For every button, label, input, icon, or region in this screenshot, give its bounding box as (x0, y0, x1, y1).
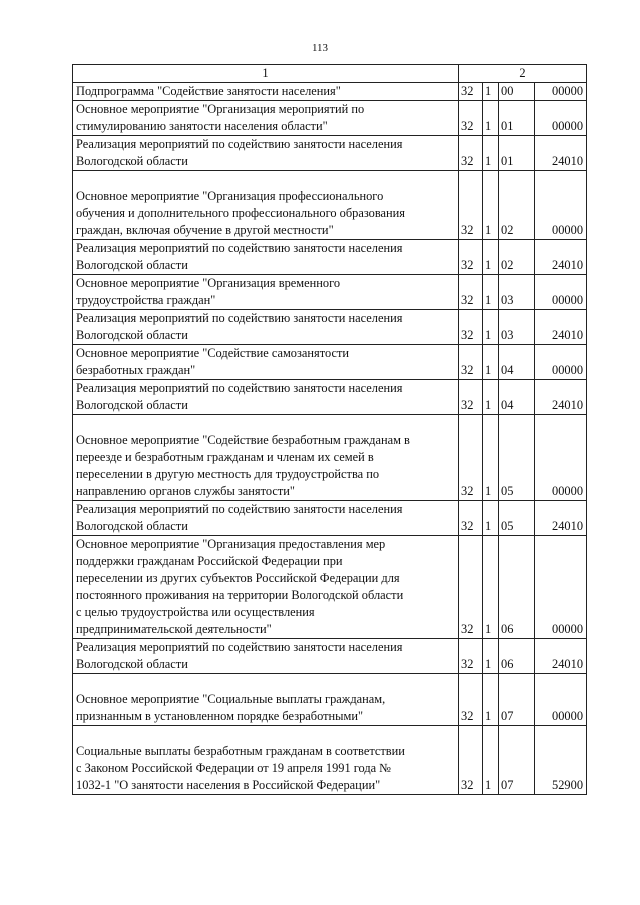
row-description (73, 415, 459, 501)
description-line (76, 674, 454, 691)
code-column-2: 1 (483, 345, 499, 380)
description-line: граждан, включая обучение в другой местности" (76, 223, 334, 237)
code-column-2: 1 (483, 136, 499, 171)
row-description (73, 240, 459, 275)
description-line: Реализация мероприятий по содействию занятости населения (76, 381, 403, 395)
code-column-4: 24010 (535, 310, 587, 345)
code-column-4: 00000 (535, 275, 587, 310)
description-line: с Законом Российской Федерации от 19 апреля 1991 года № (76, 761, 392, 775)
code-column-3: 03 (499, 310, 535, 345)
description-line: Основное мероприятие "Организация предоставления мер (76, 537, 386, 551)
description-line (76, 415, 454, 432)
code-column-4: 00000 (535, 536, 587, 639)
code-column-3: 00 (499, 83, 535, 101)
code-column-3: 05 (499, 415, 535, 501)
description-line: Социальные выплаты безработным гражданам в соответствии (76, 744, 405, 758)
code-column-4: 00000 (535, 83, 587, 101)
code-column-4: 00000 (535, 171, 587, 240)
description-line: Вологодской области (76, 519, 188, 533)
description-line: переселении в другую местность для трудоустройства по (76, 467, 380, 481)
code-column-2: 1 (483, 83, 499, 101)
description-line: Основное мероприятие "Организация временного (76, 276, 341, 290)
description-line: трудоустройства граждан" (76, 293, 216, 307)
description-line: переезде и безработным гражданам и членам их семей в (76, 450, 374, 464)
code-column-2: 1 (483, 171, 499, 240)
code-column-4: 00000 (535, 101, 587, 136)
row-description (73, 83, 459, 101)
description-line (76, 726, 454, 743)
code-column-4: 24010 (535, 501, 587, 536)
code-column-1: 32 (459, 101, 483, 136)
description-line: Основное мероприятие "Социальные выплаты гражданам, (76, 692, 386, 706)
description-line: постоянного проживания на территории Вологодской области (76, 588, 404, 602)
code-column-2: 1 (483, 726, 499, 795)
description-line: Реализация мероприятий по содействию занятости населения (76, 311, 403, 325)
description-line: Вологодской области (76, 398, 188, 412)
table-row (73, 415, 587, 501)
code-column-3: 06 (499, 639, 535, 674)
description-line: переселении из других субъектов Российской Федерации для (76, 571, 400, 585)
code-column-3: 01 (499, 101, 535, 136)
description-line: Подпрограмма "Содействие занятости населения" (76, 84, 341, 98)
row-description (73, 136, 459, 171)
table-row (73, 275, 587, 310)
row-description (73, 501, 459, 536)
code-column-1: 32 (459, 171, 483, 240)
code-column-2: 1 (483, 501, 499, 536)
code-column-3: 07 (499, 726, 535, 795)
code-column-3: 02 (499, 171, 535, 240)
code-column-4: 24010 (535, 240, 587, 275)
description-line: направлению органов службы занятости" (76, 484, 295, 498)
header-column-2: 2 (459, 65, 587, 83)
description-line: предпринимательской деятельности" (76, 622, 272, 636)
row-description (73, 674, 459, 726)
description-line: безработных граждан" (76, 363, 196, 377)
table-row (73, 83, 587, 101)
description-line (76, 171, 454, 188)
table-row (73, 380, 587, 415)
row-description (73, 101, 459, 136)
code-column-1: 32 (459, 501, 483, 536)
table-row (73, 171, 587, 240)
description-line: Реализация мероприятий по содействию занятости населения (76, 640, 403, 654)
description-line: стимулированию занятости населения области" (76, 119, 328, 133)
row-description (73, 171, 459, 240)
budget-table (72, 64, 587, 795)
table-row (73, 101, 587, 136)
code-column-4: 00000 (535, 415, 587, 501)
description-line: Вологодской области (76, 328, 188, 342)
description-line: признанным в установленном порядке безработными" (76, 709, 364, 723)
code-column-1: 32 (459, 240, 483, 275)
code-column-3: 05 (499, 501, 535, 536)
table-row (73, 240, 587, 275)
description-line: Основное мероприятие "Содействие самозанятости (76, 346, 350, 360)
code-column-1: 32 (459, 310, 483, 345)
row-description (73, 726, 459, 795)
code-column-3: 06 (499, 536, 535, 639)
code-column-2: 1 (483, 380, 499, 415)
table-row (73, 536, 587, 639)
code-column-1: 32 (459, 415, 483, 501)
code-column-2: 1 (483, 275, 499, 310)
description-line: Реализация мероприятий по содействию занятости населения (76, 241, 403, 255)
code-column-1: 32 (459, 83, 483, 101)
row-description (73, 275, 459, 310)
code-column-1: 32 (459, 726, 483, 795)
code-column-2: 1 (483, 310, 499, 345)
table-row (73, 310, 587, 345)
code-column-1: 32 (459, 536, 483, 639)
code-column-4: 24010 (535, 380, 587, 415)
code-column-2: 1 (483, 674, 499, 726)
code-column-1: 32 (459, 136, 483, 171)
code-column-1: 32 (459, 639, 483, 674)
code-column-4: 52900 (535, 726, 587, 795)
table-row (73, 639, 587, 674)
description-line: 1032-1 "О занятости населения в Российской Федерации" (76, 778, 381, 792)
row-description (73, 536, 459, 639)
table-row (73, 345, 587, 380)
code-column-2: 1 (483, 639, 499, 674)
description-line: Вологодской области (76, 154, 188, 168)
description-line: Реализация мероприятий по содействию занятости населения (76, 502, 403, 516)
code-column-1: 32 (459, 275, 483, 310)
code-column-2: 1 (483, 415, 499, 501)
table-row (73, 136, 587, 171)
code-column-2: 1 (483, 536, 499, 639)
page-number: 113 (311, 42, 329, 54)
code-column-1: 32 (459, 380, 483, 415)
description-line: Вологодской области (76, 258, 188, 272)
description-line: обучения и дополнительного профессионального образования (76, 206, 405, 220)
code-column-4: 24010 (535, 136, 587, 171)
code-column-3: 04 (499, 380, 535, 415)
description-line: с целью трудоустройства или осуществления (76, 605, 315, 619)
row-description (73, 310, 459, 345)
description-line: Основное мероприятие "Организация профессионального (76, 189, 384, 203)
description-line: Основное мероприятие "Организация мероприятий по (76, 102, 365, 116)
code-column-4: 00000 (535, 345, 587, 380)
code-column-1: 32 (459, 345, 483, 380)
table-header-row (73, 65, 587, 83)
description-line: Реализация мероприятий по содействию занятости населения (76, 137, 403, 151)
code-column-3: 02 (499, 240, 535, 275)
row-description (73, 345, 459, 380)
description-line: Вологодской области (76, 657, 188, 671)
header-column-1: 1 (73, 65, 459, 83)
table-row (73, 501, 587, 536)
table-row (73, 726, 587, 795)
table-row (73, 674, 587, 726)
code-column-2: 1 (483, 101, 499, 136)
row-description (73, 380, 459, 415)
code-column-1: 32 (459, 674, 483, 726)
code-column-3: 03 (499, 275, 535, 310)
code-column-4: 00000 (535, 674, 587, 726)
description-line: поддержки гражданам Российской Федерации при (76, 554, 343, 568)
row-description (73, 639, 459, 674)
code-column-3: 07 (499, 674, 535, 726)
code-column-4: 24010 (535, 639, 587, 674)
code-column-3: 01 (499, 136, 535, 171)
code-column-2: 1 (483, 240, 499, 275)
description-line: Основное мероприятие "Содействие безработным гражданам в (76, 433, 410, 447)
code-column-3: 04 (499, 345, 535, 380)
